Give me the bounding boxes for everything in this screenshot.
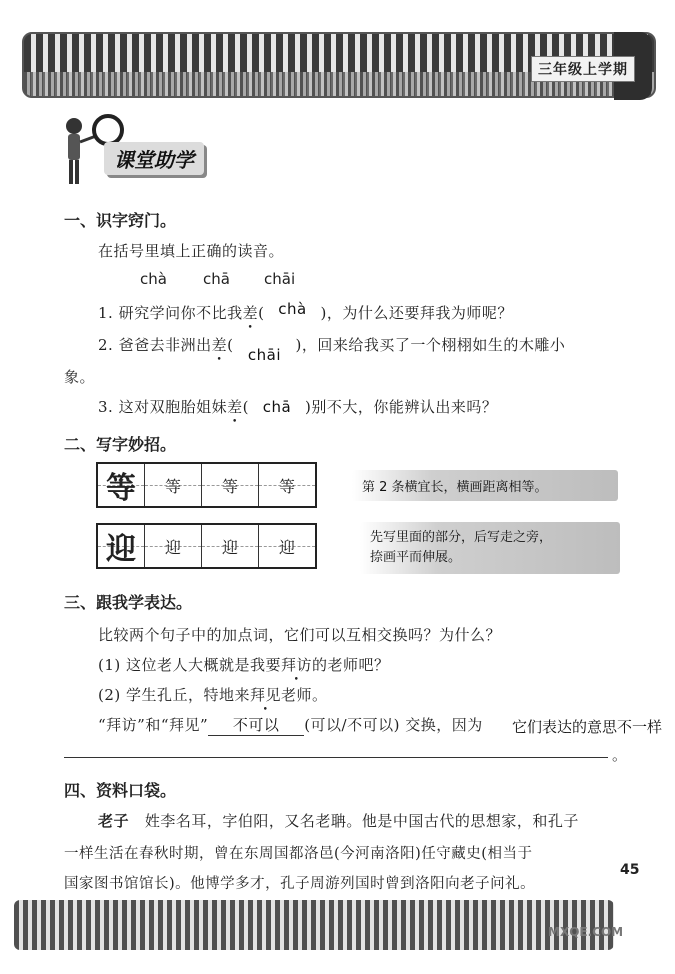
sentence-2: (2) 学生孔丘，特地来拜见老师。 xyxy=(98,686,328,704)
q3-char: 差 xyxy=(227,398,243,416)
pinyin-option-3: chāi xyxy=(264,270,296,288)
q3-text: 3. 这对双胞胎姐妹 xyxy=(98,398,228,416)
badge-title: 课堂助学 xyxy=(104,142,204,175)
section1-instruction: 在括号里填上正确的读音。 xyxy=(98,242,285,260)
info-line-3: 国家图书馆馆长)。他博学多才，孔子周游列国时曾到洛阳向老子问礼。 xyxy=(64,876,536,892)
q2-text: 2. 爸爸去非洲出 xyxy=(98,336,212,354)
answer-line: “拜访”和“拜见” 不可以 (可以/不可以) 交换，因为 xyxy=(98,716,483,734)
grid-cell: 迎 xyxy=(145,525,202,567)
section2-heading: 二、写字妙招。 xyxy=(64,435,177,454)
writing-grid-deng xyxy=(96,462,317,508)
sentence2-word: 拜见 xyxy=(250,686,282,704)
answer-end: 。 xyxy=(612,746,628,764)
section1-heading: 一、识字窍门。 xyxy=(64,211,177,230)
section-badge xyxy=(60,112,230,192)
q1-text: 1. 研究学问你不比我 xyxy=(98,304,243,322)
q1-answer: chà xyxy=(278,300,307,318)
q2-post: ，回来给我买了一个栩栩如生的木雕小 xyxy=(301,336,566,354)
q2-answer: chāi xyxy=(247,346,282,364)
q3-answer: chā xyxy=(262,398,292,416)
info-line-1: 老子 姓李名耳，字伯阳，又名老聃。他是中国古代的思想家，和孔子 xyxy=(98,812,579,830)
section3-heading: 三、跟我学表达。 xyxy=(64,593,193,612)
watermark: MXQE.COM xyxy=(548,925,624,939)
q2-char: 差 xyxy=(211,336,228,354)
grid-cell: 迎 xyxy=(202,525,259,567)
grid-cell: 迎 xyxy=(259,525,315,567)
question-2: 2. 爸爸去非洲出差(chāi)，回来给我买了一个栩栩如生的木雕小 xyxy=(98,336,566,364)
grid-model-char: 等 xyxy=(98,464,145,506)
q1-char: 差 xyxy=(242,304,259,322)
tip-ying-line1: 先写里面的部分，后写走之旁， xyxy=(370,530,553,545)
answer-reason: 它们表达的意思不一样 xyxy=(512,718,663,736)
writing-grid-ying xyxy=(96,523,317,569)
pinyin-option-2: chā xyxy=(203,270,230,288)
pinyin-option-1: chà xyxy=(140,270,167,288)
grid-cell: 等 xyxy=(145,464,202,506)
grid-model-char: 迎 xyxy=(98,525,145,567)
info-line-2: 一样生活在春秋时期，曾在东周国都洛邑(今河南洛阳)任守藏史(相当于 xyxy=(64,846,533,862)
answer-fill: 不可以 xyxy=(208,714,304,736)
grid-cell: 等 xyxy=(259,464,315,506)
question-2-cont: 象。 xyxy=(64,368,96,386)
tip-deng: 第 2 条横宜长，横画距离相等。 xyxy=(352,470,618,501)
section3-question: 比较两个句子中的加点词，它们可以互相交换吗？为什么？ xyxy=(98,626,502,644)
question-1: 1. 研究学问你不比我差( chà )，为什么还要拜我为师呢？ xyxy=(98,300,513,322)
q3-post: 别不大，你能辨认出来吗？ xyxy=(311,398,498,416)
tip-ying-line2: 捺画平而伸展。 xyxy=(370,550,462,565)
question-3: 3. 这对双胞胎姐妹差( chā )别不大，你能辨认出来吗？ xyxy=(98,398,498,416)
tip-ying xyxy=(360,522,620,574)
page-number: 45 xyxy=(620,862,640,878)
grid-cell: 等 xyxy=(202,464,259,506)
q1-post: ，为什么还要拜我为师呢？ xyxy=(326,304,513,322)
grade-label: 三年级上学期 xyxy=(531,56,635,82)
sentence1-word: 拜访 xyxy=(281,656,313,674)
section4-heading: 四、资料口袋。 xyxy=(64,781,177,800)
footer-banner xyxy=(14,900,614,950)
answer-underline xyxy=(64,757,608,758)
info-name: 老子 xyxy=(98,812,130,830)
sentence-1: (1) 这位老人大概就是我要拜访的老师吧？ xyxy=(98,656,390,674)
